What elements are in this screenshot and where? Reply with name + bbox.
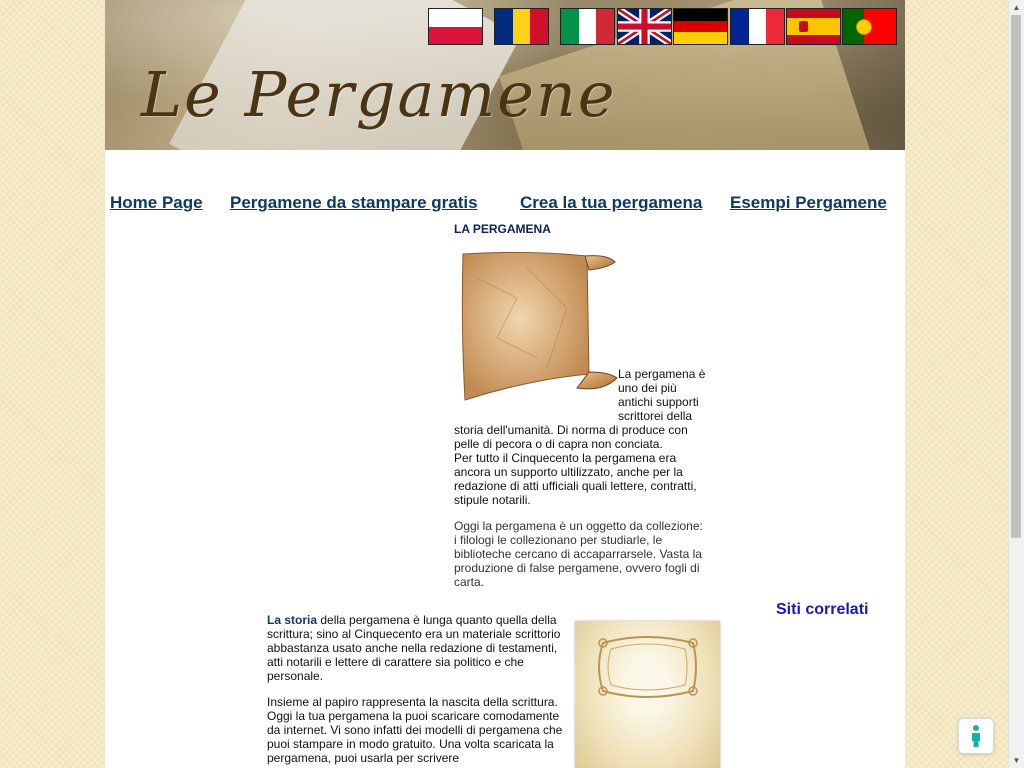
history-highlight: La storia — [267, 613, 318, 627]
accessibility-person-icon — [959, 719, 993, 753]
section-title: LA PERGAMENA — [454, 222, 551, 236]
flag-english-icon[interactable] — [617, 8, 672, 45]
nav-create-link[interactable]: Crea la tua pergamena — [520, 193, 703, 212]
intro-paragraph — [454, 367, 706, 507]
flag-polish-icon[interactable] — [428, 8, 483, 45]
accessibility-button[interactable] — [958, 718, 994, 754]
flag-romanian-icon[interactable] — [494, 8, 549, 45]
vertical-scrollbar[interactable] — [1008, 0, 1024, 768]
parchment-frame-image — [575, 621, 720, 768]
related-sites-link[interactable]: Siti correlati — [776, 601, 869, 618]
history-section — [267, 613, 569, 768]
nav-printable-link[interactable]: Pergamene da stampare gratis — [230, 193, 478, 212]
collection-paragraph: Oggi la pergamena è un oggetto da collezione: i filologi le collezionano per studiarle, le biblioteche cercano di accaparrarsele. Vasta la produzione di false pergamene, ovvero fogli di carta. — [454, 519, 703, 589]
nav-examples-link[interactable]: Esempi Pergamene — [730, 193, 887, 212]
history-paragraph-2: Insieme al papiro rappresenta la nascita della scrittura. Oggi la tua pergamena la puoi scaricare comodamente da internet. Vi sono infatti dei modelli di pergamena che puoi stampare in modo gratuito. Una volta scaricata la pergamena, puoi usarla per scrivere — [267, 695, 563, 765]
history-paragraph-1 — [267, 613, 569, 683]
intro-text-2: Per tutto il Cinquecento la pergamena era ancora un supporto ultilizzato, anche per la redazione di atti ufficiali quali lettere, contratti, stipule notarili. — [454, 451, 697, 507]
scroll-down-arrow-icon[interactable]: ▼ — [1012, 756, 1021, 765]
flag-french-icon[interactable] — [730, 8, 785, 45]
history-text-1: della pergamena è lunga quanto quella della scrittura; sino al Cinquecento era un materiale scrittorio abbastanza usato anche nella redazione di testamenti, atti notarili e lettere di carattere sia politico e che personale. — [267, 613, 561, 683]
flag-portuguese-icon[interactable] — [842, 8, 897, 45]
flag-spanish-icon[interactable] — [786, 8, 841, 45]
nav-home-link[interactable]: Home Page — [110, 193, 203, 212]
intro-text-1: La pergamena è uno dei più antichi supporti scrittorei della storia dell'umanità. Di norma di produce con pelle di pecora o di capra non conciata. — [454, 367, 706, 451]
flag-german-icon[interactable] — [673, 8, 728, 45]
flag-italian-icon[interactable] — [560, 8, 615, 45]
header-banner — [105, 0, 905, 150]
page-container — [105, 0, 905, 768]
image-float-spacer — [454, 367, 618, 415]
site-logo: Le Pergamene — [141, 58, 617, 131]
scrollbar-thumb[interactable] — [1011, 15, 1021, 538]
scroll-up-arrow-icon[interactable]: ▲ — [1012, 3, 1021, 12]
